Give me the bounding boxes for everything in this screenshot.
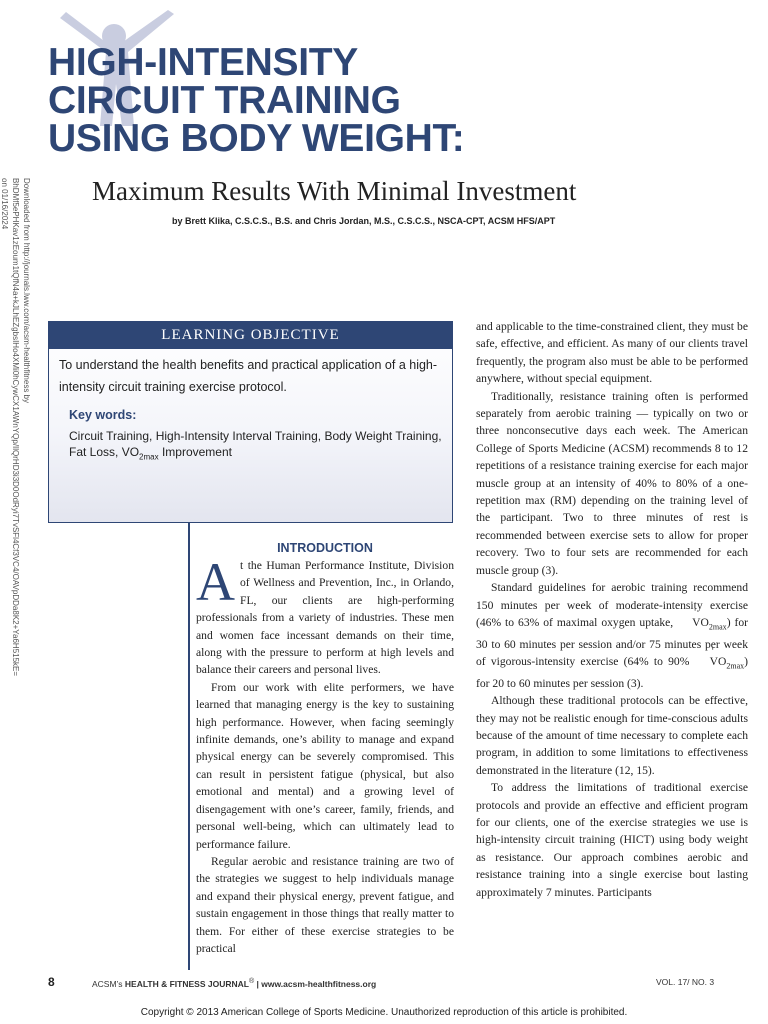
vo2-o-symbol: O: [700, 615, 709, 629]
column-divider-rule: [188, 523, 190, 970]
right-paragraph-4: Although these traditional protocols can be effective, they may not be realistic enough for time-conscious adults because of the amount of time necessary to complete each program, in addition to some limitations to effectiveness demonstrated in the literature (12, 15).: [476, 694, 748, 777]
journal-registered-mark: ®: [248, 977, 255, 985]
copyright-notice: Copyright © 2013 American College of Sports Medicine. Unauthorized reproduction of this article is prohibited.: [140, 1007, 628, 1018]
right-paragraph-1: and applicable to the time-constrained client, they must be safe, effective, and efficient. As many of our clients travel frequently, the program also must be able to be performed anywhere, without special equipment.: [476, 320, 748, 386]
title-line-3: USING BODY WEIGHT:: [48, 117, 465, 160]
intro-paragraph-3: Regular aerobic and resistance training are two of the strategies we suggest to help individuals manage and expand their physical energy, prevent fatigue, and sustain engagement in those things that really matter to them. For either of these exercise strategies to be practical: [196, 854, 454, 955]
keywords-part-a: Circuit Training, High-Intensity Interval Training, Body Weight Training, Fat Loss,: [69, 429, 442, 459]
learning-objective-text: To understand the health benefits and practical application of a high-intensity circuit training exercise protocol.: [59, 358, 438, 394]
page-number: 8: [48, 975, 55, 989]
right-paragraph-3: [476, 579, 748, 692]
intro-paragraph-1: [196, 552, 454, 679]
keywords-v-symbol: ˙ V: [122, 444, 130, 460]
drop-cap: A: [196, 552, 235, 612]
title-line-1: HIGH-INTENSITY: [48, 41, 358, 84]
introduction-heading: INTRODUCTION: [277, 541, 373, 555]
right-paragraph-3-b: ) for 30 to 60 minutes per session and/or 75 minutes per week of vigorous-intensity exercise (64% to 90%: [476, 615, 749, 669]
learning-objective-header: LEARNING OBJECTIVE: [49, 322, 452, 349]
right-paragraph-5: To address the limitations of traditional exercise protocols and provide an effective and efficient program for our clients, one of the exercise strategies we use is high-intensity circuit training (HICT) using body weight as resistance. Our approach combines aerobic and resistance training into a single exercise bout lasting approximately 7 minutes. Participants: [476, 781, 748, 899]
right-column: [476, 318, 748, 901]
volume-issue: VOL. 17/ NO. 3: [656, 977, 715, 987]
vo2-v-symbol: ˙ V: [677, 614, 700, 631]
keywords-heading: Key words:: [69, 408, 137, 422]
vo2-subscript: 2max: [708, 622, 727, 632]
journal-prefix: ACSM’s: [92, 978, 125, 989]
download-note: Downloaded from http://journals.lww.com/acsm-healthfitness by BhDMf5ePHKav1zEoum1tQfN4a+kJLhEZgbsIHo4XMi0hCywCX1AWnYQp/IlQrHD3i3D0OdRyi7TvSFl4Cf3VC4/OAVpDDa8K2+Ya6H515kE= on 01/16/2024: [0, 178, 31, 677]
keywords-text: [69, 428, 444, 465]
intro-paragraph-2: From our work with elite performers, we have learned that managing energy is the key to sustaining high performance. However, when facing seemingly infinite demands, one’s ability to manage and expand physical energy can be severely compromised. This can result in persistent fatigue (physical, but also emotional and mental) and a growing level of disengagement with one’s career, family, friends, and personal well-being, which can ultimately lead to performance failure.: [196, 680, 454, 851]
article-subtitle: Maximum Results With Minimal Investment: [92, 176, 577, 206]
vo2-subscript-2: 2max: [726, 661, 745, 671]
right-paragraph-2: Traditionally, resistance training often is performed separately from aerobic training — typically on two or three nonconsecutive days each week. The American College of Sports Medicine (ACSM) recommends 8 to 12 repetitions of a resistance training exercise for each major muscle group at an intensity of 40% to 80% of a one-repetition max (RM) depending on the training level of the participant. Two to three minutes of rest is recommended between exercise sets to allow for proper recovery. Two to four sets are recommended for each muscle group (3).: [476, 389, 748, 577]
right-paragraph-3-c: ) for 20 to 60 minutes per session (3).: [476, 655, 748, 690]
keywords-subscript: 2max: [139, 452, 159, 462]
author-byline: by Brett Klika, C.S.C.S., B.S. and Chris Jordan, M.S., C.S.C.S., NSCA-CPT, ACSM HFS/APT: [172, 216, 556, 226]
title-line-2: CIRCUIT TRAINING: [48, 79, 401, 122]
vo2-v-symbol-2: ˙ V: [695, 653, 718, 670]
article-title: [48, 41, 728, 160]
journal-name: HEALTH & FITNESS JOURNAL: [124, 978, 249, 989]
right-paragraph-3-a: Standard guidelines for aerobic training recommend 150 minutes per week of moderate-intensity exercise (46% to 63% of maximal oxygen uptake,: [476, 581, 748, 629]
journal-footer: [92, 977, 376, 989]
journal-url: | www.acsm-healthfitness.org: [254, 978, 377, 989]
learning-objective-box: [48, 321, 453, 523]
vo2-o-symbol-2: O: [717, 655, 727, 669]
middle-column: [196, 552, 454, 957]
intro-paragraph-1-text: t the Human Performance Institute, Division of Wellness and Prevention, Inc., in Orlando, FL, our clients are high-performing professionals from a variety of industries. These men and women face incessant demands on their time, along with the pressure to perform at high levels and balance their careers and personal lives.: [196, 559, 454, 677]
download-note-wrapper: [0, 178, 38, 677]
keywords-o-symbol: O: [129, 445, 140, 459]
keywords-part-b: Improvement: [158, 445, 232, 459]
